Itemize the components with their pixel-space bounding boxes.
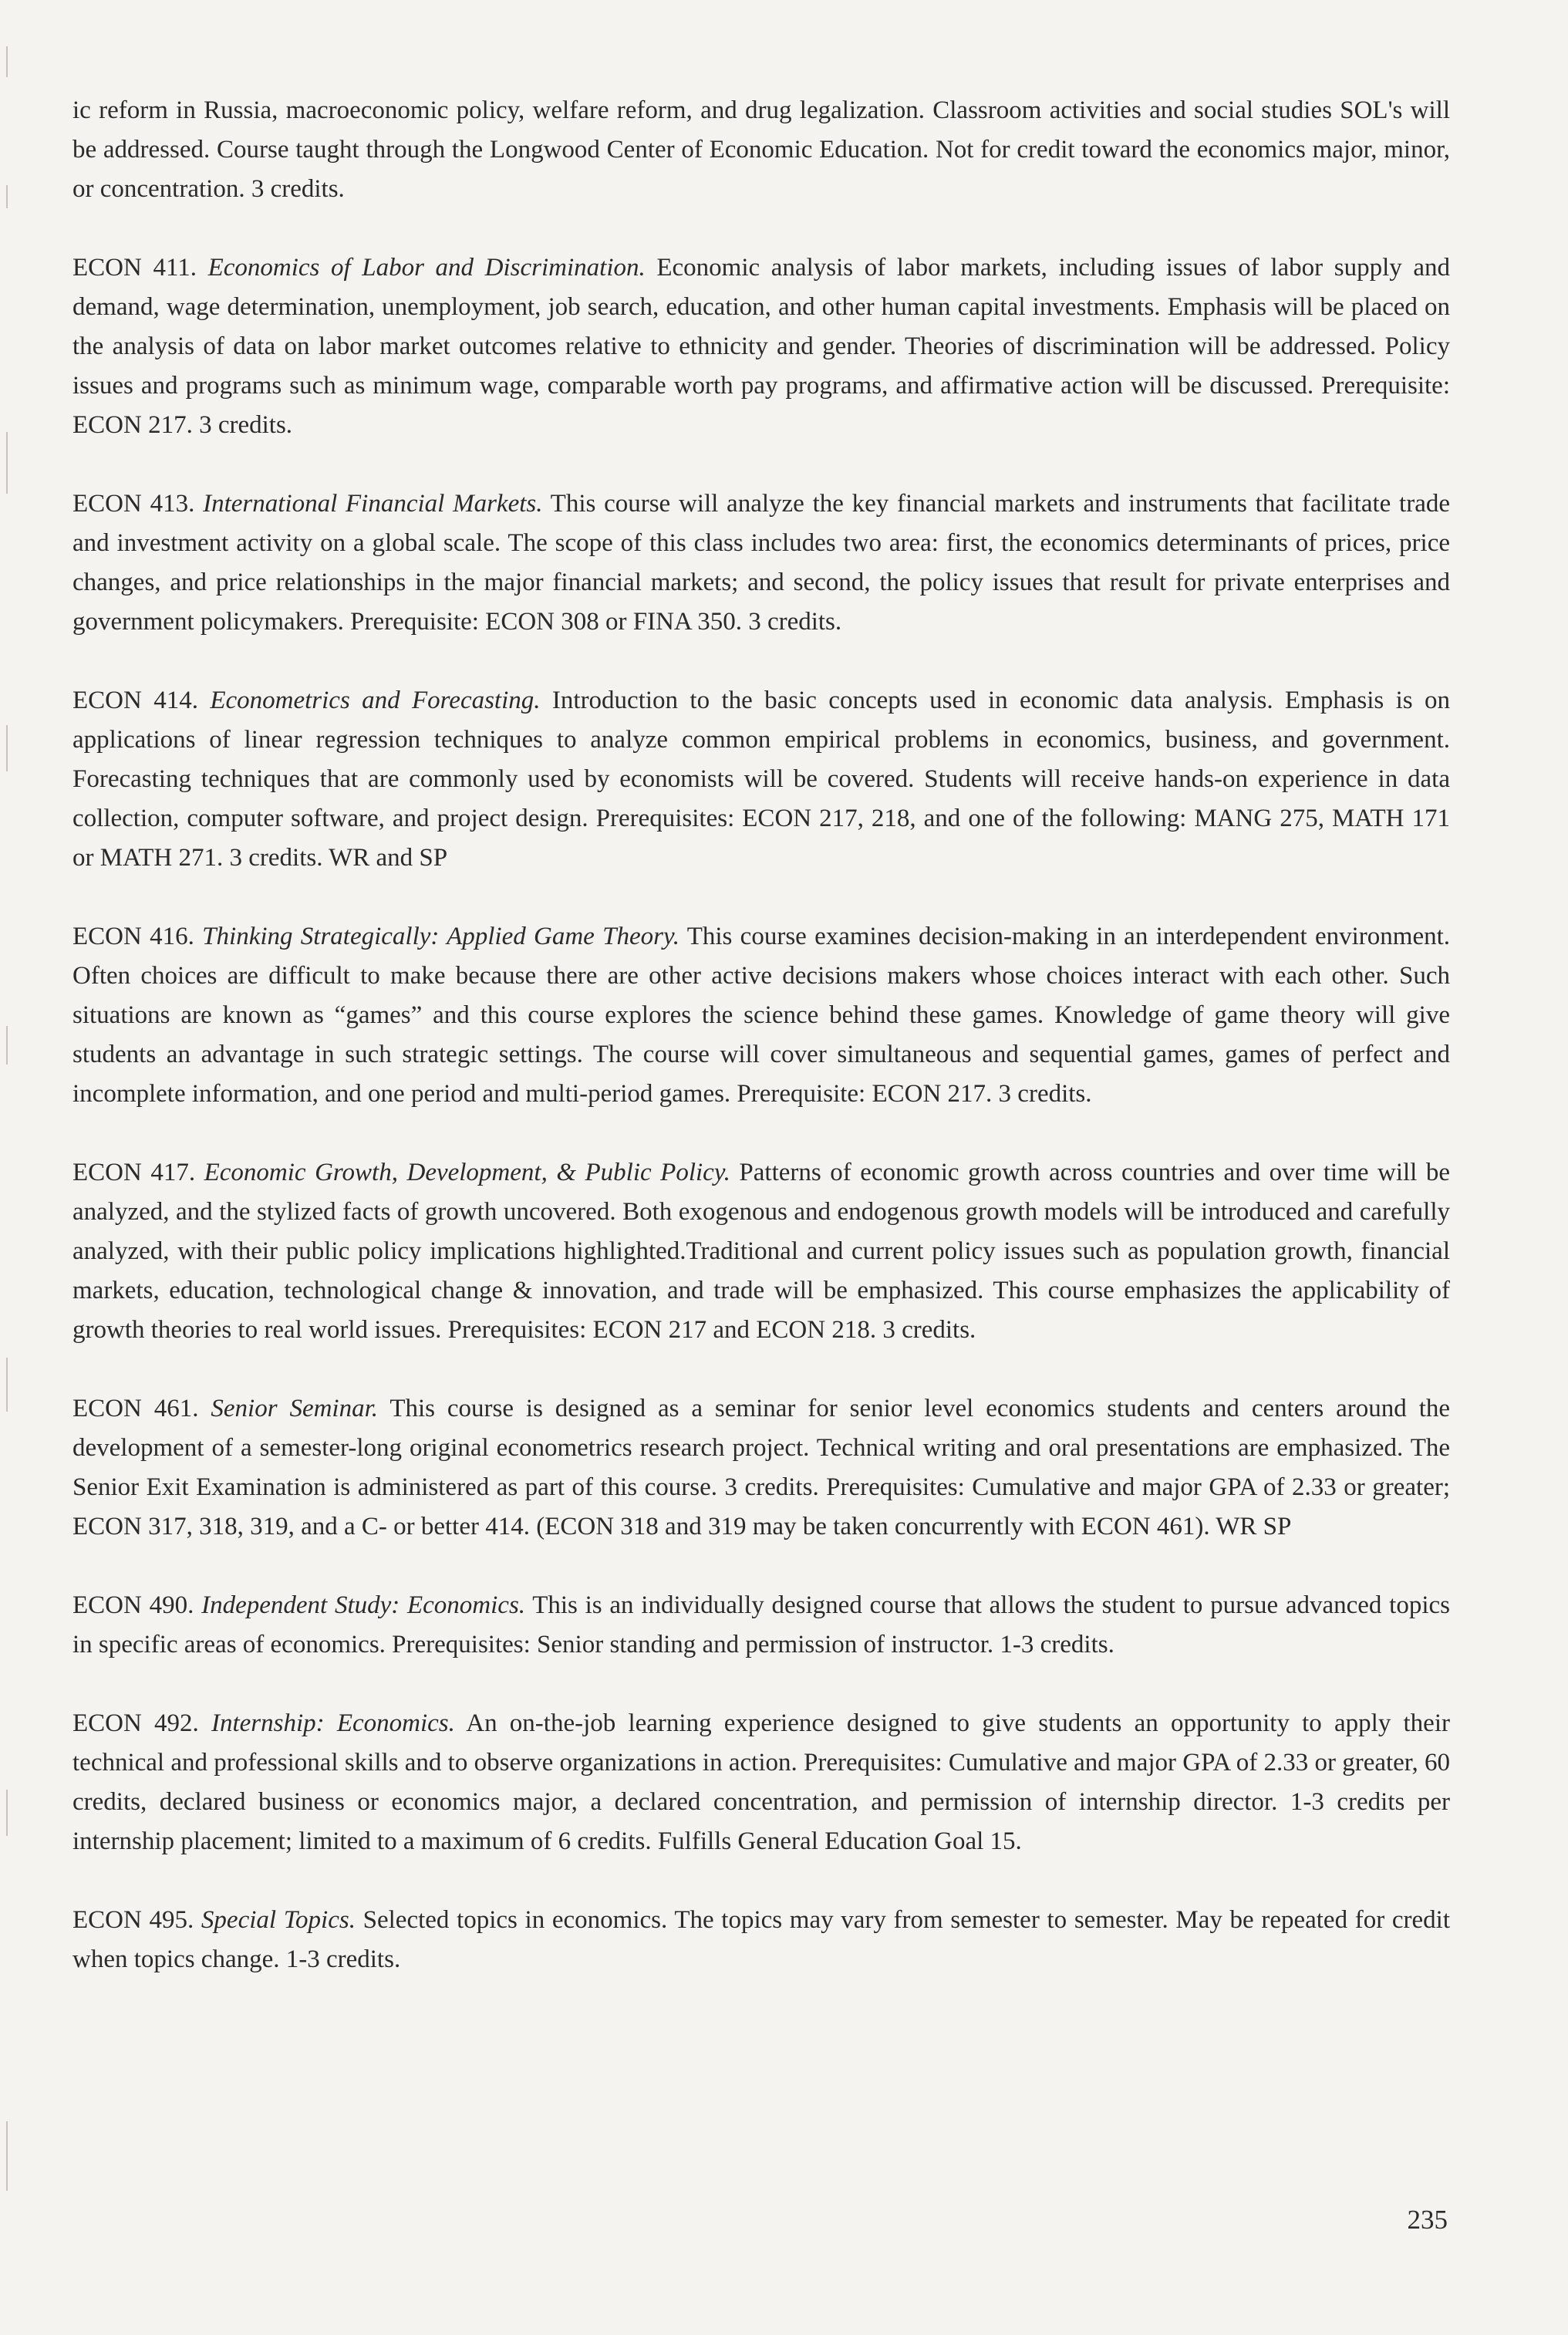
course-entry-econ-490 [72, 1586, 1450, 1665]
binding-shadow [6, 0, 8, 2335]
course-title: International Financial Markets. [203, 490, 543, 518]
course-code: ECON 416. [72, 923, 194, 950]
course-title: Senior Seminar. [211, 1395, 379, 1422]
course-title: Independent Study: Economics. [201, 1591, 526, 1619]
course-code: ECON 490. [72, 1591, 194, 1619]
course-code: ECON 414. [72, 687, 198, 714]
course-entry-econ-416 [72, 917, 1450, 1114]
course-title: Econometrics and Forecasting. [210, 687, 541, 714]
course-code: ECON 492. [72, 1709, 199, 1737]
course-entry-econ-461 [72, 1389, 1450, 1547]
course-entry-econ-413 [72, 484, 1450, 642]
course-description: Economic analysis of labor markets, including issues of labor supply and demand, wage determination, unemployment, job search, education, and other human capital investments. Emphasis will be placed on the analysis of data on labor market outcomes relative to ethnicity and gender. Theories of discrimination will be addressed. Policy issues and programs such as minimum wage, comparable worth pay programs, and affirmative action will be discussed. Prerequisite: ECON 217. 3 credits. [72, 254, 1451, 439]
course-description: This course examines decision-making in an interdependent environment. Often choices are difficult to make because there are other active decisions makers whose choices interact with each other. Such situations are known as “games” and this course explores the science behind these games. Knowledge of game theory will give students an advantage in such strategic settings. The course will cover simultaneous and sequential games, games of perfect and incomplete information, and one period and multi-period games. Prerequisite: ECON 217. 3 credits. [72, 923, 1451, 1108]
course-listing [72, 91, 1450, 2019]
course-description: This course will analyze the key financial markets and instruments that facilitate trade and investment activity on a global scale. The scope of this class includes two area: first, the economics determinants of prices, price changes, and price relationships in the major financial markets; and second, the policy issues that result for private enterprises and government policymakers. Prerequisite: ECON 308 or FINA 350. 3 credits. [72, 490, 1450, 636]
course-description: This is an individually designed course that allows the student to pursue advanced topics in specific areas of economics. Prerequisites: Senior standing and permission of instructor. 1-3 credits. [72, 1591, 1451, 1658]
course-description: Selected topics in economics. The topics may vary from semester to semester. May be repeated for credit when topics change. 1-3 credits. [72, 1906, 1450, 1973]
course-entry-econ-414 [72, 681, 1450, 878]
course-description: An on-the-job learning experience designed to give students an opportunity to apply their technical and professional skills and to observe organizations in action. Prerequisites: Cumulative and major GPA of 2.33 or greater, 60 credits, declared business or economics major, a declared concentration, and permission of internship director. 1-3 credits per internship placement; limited to a maximum of 6 credits. Fulfills General Education Goal 15. [72, 1709, 1450, 1855]
course-code: ECON 417. [72, 1159, 196, 1186]
course-title: Internship: Economics. [211, 1709, 455, 1737]
course-entry-econ-495 [72, 1901, 1450, 1979]
course-code: ECON 495. [72, 1906, 194, 1934]
course-description: Patterns of economic growth across countries and over time will be analyzed, and the stylized facts of growth uncovered. Both exogenous and endogenous growth models will be introduced and carefully analyzed, with their public policy implications highlighted.Traditional and current policy issues such as population growth, financial markets, education, technological change & innovation, and trade will be emphasized. This course emphasizes the applicability of growth theories to real world issues. Prerequisites: ECON 217 and ECON 218. 3 credits. [72, 1159, 1450, 1344]
course-code: ECON 413. [72, 490, 195, 518]
continued-description: ic reform in Russia, macroeconomic policy, welfare reform, and drug legalization. Classroom activities and social studies SOL's will be addressed. Course taught through the Longwood Center of Economic Education. Not for credit toward the economics major, minor, or concentration. 3 credits. [72, 96, 1450, 203]
course-description: This course is designed as a seminar for senior level economics students and centers around the development of a semester-long original econometrics research project. Technical writing and oral presentations are emphasized. The Senior Exit Examination is administered as part of this course. 3 credits. Prerequisites: Cumulative and major GPA of 2.33 or greater; ECON 317, 318, 319, and a C- or better 414. (ECON 318 and 319 may be taken concurrently with ECON 461). WR SP [72, 1395, 1451, 1540]
course-entry-econ-492 [72, 1704, 1450, 1861]
course-title: Thinking Strategically: Applied Game Theory. [202, 923, 680, 950]
course-title: Special Topics. [201, 1906, 356, 1934]
course-description: Introduction to the basic concepts used in economic data analysis. Emphasis is on applications of linear regression techniques to analyze common empirical problems in economics, business, and government. Forecasting techniques that are commonly used by economists will be covered. Students will receive hands-on experience in data collection, computer software, and project design. Prerequisites: ECON 217, 218, and one of the following: MANG 275, MATH 171 or MATH 271. 3 credits. WR and SP [72, 687, 1451, 872]
course-code: ECON 411. [72, 254, 197, 282]
course-code: ECON 461. [72, 1395, 199, 1422]
course-title: Economics of Labor and Discrimination. [207, 254, 646, 282]
page-number: 235 [1407, 2205, 1448, 2235]
course-title: Economic Growth, Development, & Public Policy. [204, 1159, 730, 1186]
course-entry-econ-417 [72, 1153, 1450, 1350]
course-entry-econ-411 [72, 248, 1450, 445]
